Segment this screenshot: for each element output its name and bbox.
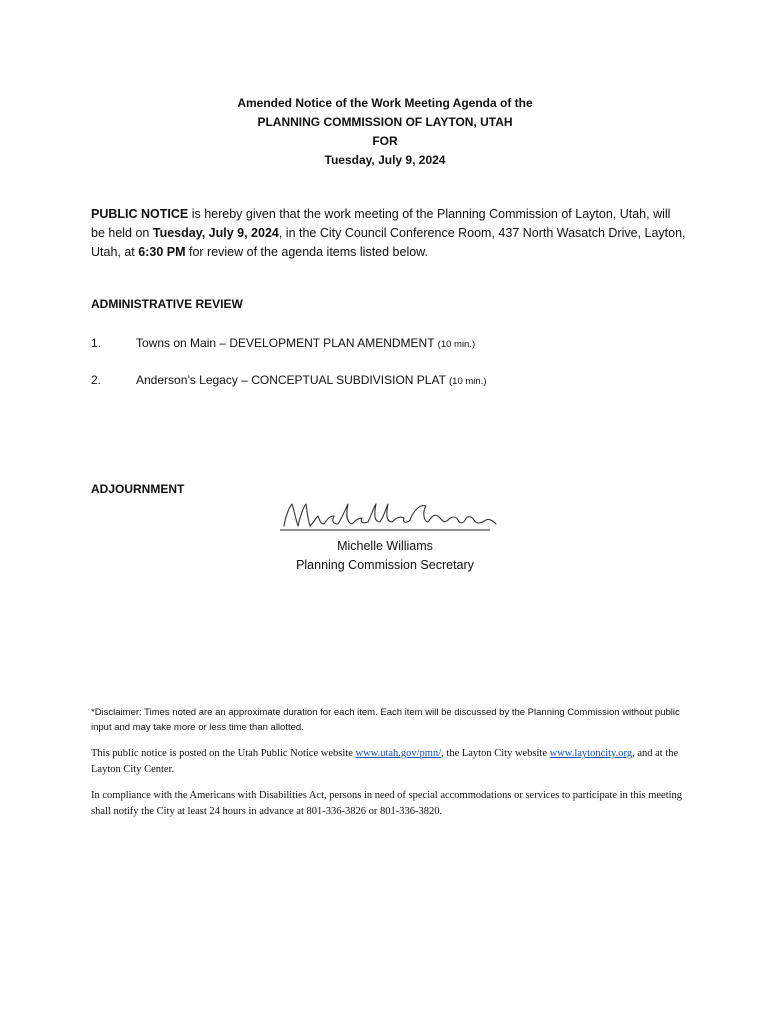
notice-text-1: is hereby given that the work meeting of the Planning Commission of Layton, Utah, will be held on [91,207,671,240]
public-notice-paragraph [91,205,686,262]
header-line-4: Tuesday, July 9, 2024 [324,153,446,167]
posting-text-3: , and at the Layton City Center. [91,748,679,775]
administrative-review-heading: ADMINISTRATIVE REVIEW [91,297,243,311]
agenda-item-duration: (10 min.) [449,376,487,387]
utah-pmn-link[interactable]: www.utah.gov/pmn/ [355,748,442,759]
agenda-item-text: Anderson’s Legacy – CONCEPTUAL SUBDIVISION PLAT [136,373,450,387]
adjournment-heading: ADJOURNMENT [91,482,185,496]
agenda-item-text: Towns on Main – DEVELOPMENT PLAN AMENDMENT [136,336,438,350]
handwritten-signature [276,496,506,536]
signer-title: Planning Commission Secretary [296,558,474,572]
signer-name: Michelle Williams [337,539,433,553]
header-line-2: PLANNING COMMISSION OF LAYTON, UTAH [257,115,513,129]
header-line-1: Amended Notice of the Work Meeting Agenda of the [237,96,533,110]
agenda-item-number: 1. [91,336,102,350]
layton-city-link[interactable]: www.laytoncity.org [549,748,633,759]
notice-text-3: for review of the agenda items listed below. [185,245,428,259]
agenda-item-duration: (10 min.) [437,339,476,350]
notice-header [0,94,770,170]
agenda-item [91,373,487,387]
signature-block [0,537,770,575]
agenda-item-number: 2. [91,373,102,387]
ada-compliance-paragraph: In compliance with the Americans with Disabilities Act, persons in need of special accommodations or services to participate in this meeting shall notify the City at least 24 hours in advance at 801-336-3826 or 801-336-3820. [91,790,683,817]
agenda-item [91,336,475,350]
header-line-3: FOR [372,134,398,148]
notice-date: Tuesday, July 9, 2024 [152,226,279,240]
notice-lead: PUBLIC NOTICE [91,207,189,221]
posting-text-2: , the Layton City website [441,748,550,759]
notice-text-2: , in the City Council Conference Room, 437 North Wasatch Drive, Layton, Utah, at [91,226,686,259]
disclaimer-text: *Disclaimer: Times noted are an approximate duration for each item. Each item will be discussed by the Planning Commission without public input and may take more or less time than allotted. [91,707,680,733]
posting-text-1: This public notice is posted on the Utah Public Notice website [91,748,356,759]
posting-paragraph [91,746,691,778]
notice-time: 6:30 PM [138,245,186,259]
